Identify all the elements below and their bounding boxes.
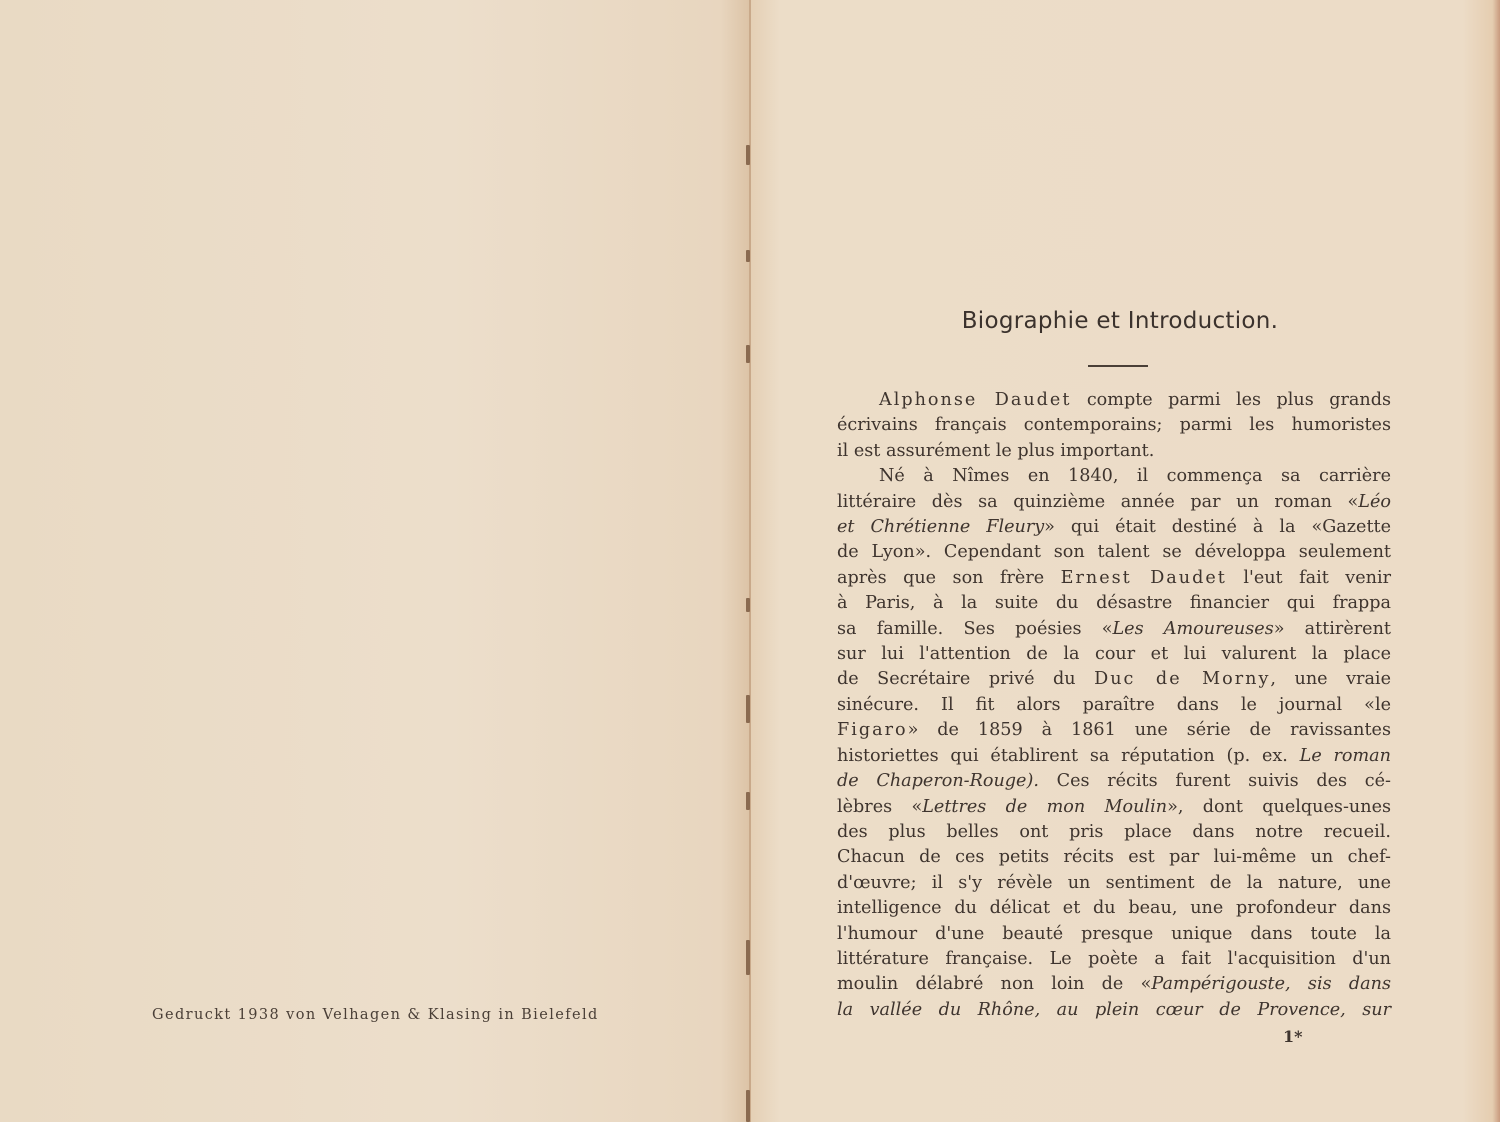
text-line: d'œuvre; il s'y révèle un sentiment de la nature, une <box>837 872 1391 893</box>
body-text <box>837 388 1391 1023</box>
paragraph-2 <box>837 464 1391 1023</box>
text-span: compte parmi les plus grands <box>1071 390 1391 410</box>
text-span: littéraire dès sa quinzième année par un roman « <box>837 491 1359 512</box>
text-line <box>837 490 1391 515</box>
title-rule <box>1088 365 1148 367</box>
text-line <box>837 667 1391 692</box>
text-span: » de 1859 à 1861 une série de ravissantes <box>907 720 1391 741</box>
binding-stitch <box>746 345 750 363</box>
text-italic: Pampérigouste, sis dans <box>1151 974 1392 995</box>
text-line <box>837 998 1391 1023</box>
text-line <box>837 972 1391 997</box>
text-line <box>837 795 1391 820</box>
text-italic: Lettres de mon Moulin <box>922 796 1168 817</box>
text-line <box>837 769 1391 794</box>
text-line <box>837 617 1391 642</box>
text-italic: de Chaperon-Rouge). <box>837 771 1039 792</box>
text-span: de Secrétaire privé du <box>837 669 1095 690</box>
text-italic: Léo <box>1358 491 1391 512</box>
text-line <box>837 718 1391 743</box>
text-span: , une vraie <box>1270 669 1391 690</box>
text-line: à Paris, à la suite du désastre financier qui frappa <box>837 593 1391 614</box>
page-signature: 1* <box>1283 1027 1303 1046</box>
text-span: historiettes qui établirent sa réputation (p. ex. <box>837 745 1300 766</box>
text-line: sinécure. Il fit alors paraître dans le journal «le <box>837 694 1391 715</box>
binding-stitch <box>746 1090 750 1122</box>
text-line: des plus belles ont pris place dans notre recueil. <box>837 821 1391 842</box>
chapter-title: Biographie et Introduction. <box>961 308 1279 334</box>
text-line: intelligence du délicat et du beau, une profondeur dans <box>837 898 1391 919</box>
text-line: littérature française. Le poète a fait l'acquisition d'un <box>837 948 1391 969</box>
person-name: Ernest Daudet <box>1060 567 1227 588</box>
text-italic: la vallée du Rhône, au plein cœur de Provence, sur <box>837 999 1391 1020</box>
text-span: » qui était destiné à la «Gazette <box>1044 517 1391 538</box>
printer-imprint: Gedruckt 1938 von Velhagen & Klasing in Bielefeld <box>152 1007 599 1023</box>
binding-stitch <box>746 250 750 262</box>
text-span: Ces récits furent suivis des cé- <box>1038 771 1391 792</box>
text-line: Né à Nîmes en 1840, il commença sa carrière <box>879 466 1391 487</box>
text-span: moulin délabré non loin de « <box>837 974 1152 995</box>
text-span: après que son frère <box>837 567 1061 588</box>
binding-stitch <box>746 598 750 612</box>
paragraph-1 <box>837 388 1391 464</box>
text-italic: Le roman <box>1299 745 1391 766</box>
binding-stitch <box>746 792 750 810</box>
journal-name: Figaro <box>837 720 908 741</box>
text-line: Chacun de ces petits récits est par lui-même un chef- <box>837 847 1391 868</box>
binding-stitch <box>746 940 750 975</box>
binding-stitch <box>746 145 750 165</box>
text-span: », dont quelques-unes <box>1167 796 1392 817</box>
text-line <box>837 566 1391 591</box>
text-line <box>837 515 1391 540</box>
text-line: écrivains français contemporains; parmi les humoristes <box>837 415 1391 436</box>
person-name: Duc de Morny <box>1094 669 1271 690</box>
text-span: lèbres « <box>837 796 923 817</box>
author-name: Alphonse Daudet <box>879 390 1072 410</box>
text-italic: et Chrétienne Fleury <box>837 517 1045 538</box>
text-line: sur lui l'attention de la cour et lui valurent la place <box>837 644 1391 665</box>
text-line <box>837 388 1391 413</box>
text-line: l'humour d'une beauté presque unique dans toute la <box>837 923 1391 944</box>
text-line <box>837 744 1391 769</box>
text-line: de Lyon». Cependant son talent se développa seulement <box>837 542 1391 563</box>
text-span: l'eut fait venir <box>1226 567 1391 588</box>
text-span: sa famille. Ses poésies « <box>837 618 1113 639</box>
text-span: » attirèrent <box>1273 618 1391 639</box>
text-line: il est assurément le plus important. <box>837 440 1155 461</box>
binding-stitch <box>746 695 750 723</box>
text-italic: Les Amoureuses <box>1112 618 1274 639</box>
